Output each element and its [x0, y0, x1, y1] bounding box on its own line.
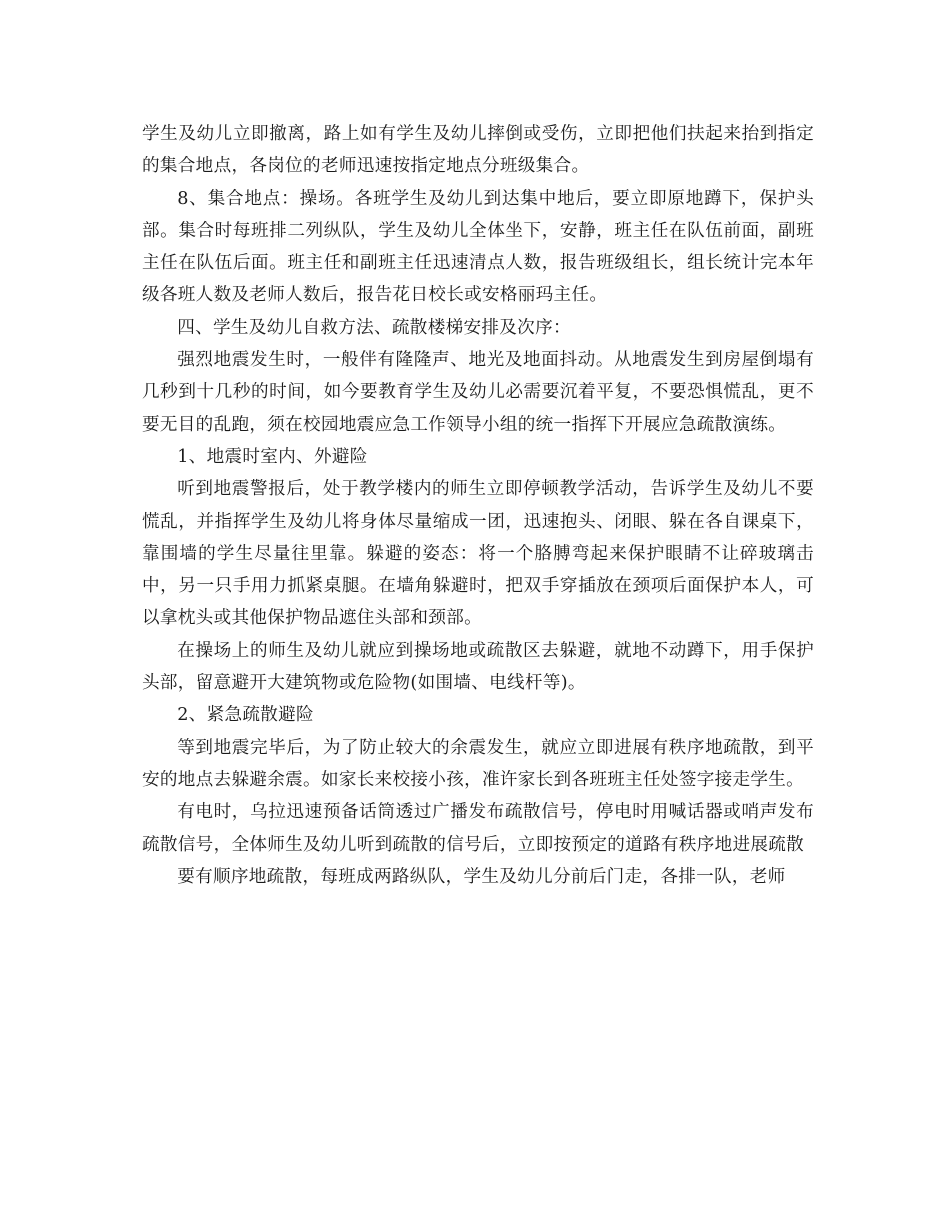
paragraph-4: 听到地震警报后，处于教学楼内的师生立即停顿教学活动，告诉学生及幼儿不要慌乱，并指挥学生及幼儿将身体尽量缩成一团，迅速抱头、闭眼、躲在各自课桌下，靠围墙的学生尽量往里靠。躲避的姿态：将一个胳膊弯起来保护眼睛不让碎玻璃击中，另一只手用力抓紧桌腿。在墙角躲避时，把双手穿插放在颈项后面保护本人，可以拿枕头或其他保护物品遮住头部和颈部。: [142, 479, 814, 629]
paragraph-6: 等到地震完毕后，为了防止较大的余震发生，就应立即进展有秩序地疏散，到平安的地点去躲避余震。如家长来校接小孩，准许家长到各班班主任处签字接走学生。: [142, 737, 814, 790]
paragraph-8: 要有顺序地疏散，每班成两路纵队，学生及幼儿分前后门走，各排一队，老师: [177, 866, 786, 887]
paragraph-3: 强烈地震发生时，一般伴有隆隆声、地光及地面抖动。从地震发生到房屋倒塌有几秒到十几秒的时间，如今要教育学生及幼儿必需要沉着平复，不要恐惧慌乱，更不要无目的乱跑，须在校园地震应急工作领导小组的统一指挥下开展应急疏散演练。: [142, 350, 814, 435]
paragraph-5: 在操场上的师生及幼儿就应到操场地或疏散区去躲避，就地不动蹲下，用手保护头部，留意避开大建筑物或危险物(如围墙、电线杆等)。: [142, 640, 814, 694]
paragraph-1: 学生及幼儿立即撤离，路上如有学生及幼儿摔倒或受伤，立即把他们扶起来抬到指定的集合地点，各岗位的老师迅速按指定地点分班级集合。: [142, 124, 814, 177]
section-heading-4: 四、学生及幼儿自救方法、疏散楼梯安排及次序：: [177, 317, 571, 338]
subheading-2: 2、紧急疏散避险: [177, 705, 314, 726]
subheading-1: 1、地震时室内、外避险: [177, 446, 368, 467]
paragraph-7: 有电时，乌拉迅速预备话筒透过广播发布疏散信号，停电时用喊话器或哨声发布疏散信号，全体师生及幼儿听到疏散的信号后，立即按预定的道路有秩序地进展疏散: [142, 802, 814, 855]
paragraph-2: 8、集合地点：操场。各班学生及幼儿到达集中地后，要立即原地蹲下，保护头部。集合时每班排二列纵队，学生及幼儿全体坐下，安静，班主任在队伍前面，副班主任在队伍后面。班主任和副班主任迅速清点人数，报告班级组长，组长统计完本年级各班人数及老师人数后，报告花日校长或安格丽玛主任。: [142, 188, 814, 306]
document-body: [142, 118, 814, 893]
